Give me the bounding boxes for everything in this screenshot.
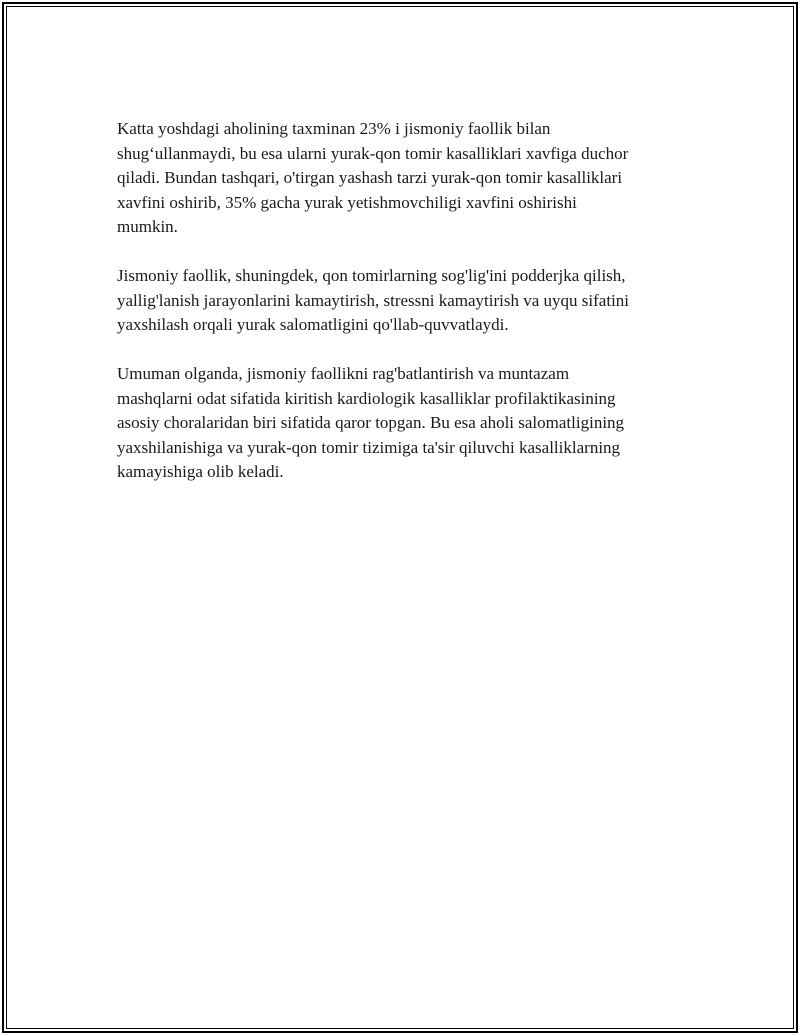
paragraph-3: Umuman olganda, jismoniy faollikni rag'batlantirish va muntazam mashqlarni odat sifatida kiritish kardiologik kasalliklar profilaktikasining asosiy choralaridan biri sifatida qaror topgan. Bu esa aholi salomatligining yaxshilanishiga va yurak-qon tomir tizimiga ta'sir qiluvchi kasalliklarning kamayishiga olib keladi. [117, 364, 625, 481]
document-body [117, 117, 677, 509]
paragraph-2: Jismoniy faollik, shuningdek, qon tomirlarning sog'lig'ini podderjka qilish, yallig'lanish jarayonlarini kamaytirish, stressni kamaytirish va uyqu sifatini yaxshilash orqali yurak salomatligini qo'llab-quvvatlaydi. [117, 266, 630, 334]
paragraph-1: Katta yoshdagi aholining taxminan 23% i jismoniy faollik bilan shug‘ullanmaydi, bu esa ularni yurak-qon tomir kasalliklari xavfiga duchor qiladi. Bundan tashqari, o'tirgan yashash tarzi yurak-qon tomir kasalliklari xavfini oshirib, 35% gacha yurak yetishmovchiligi xavfini oshirishi mumkin. [117, 119, 629, 236]
